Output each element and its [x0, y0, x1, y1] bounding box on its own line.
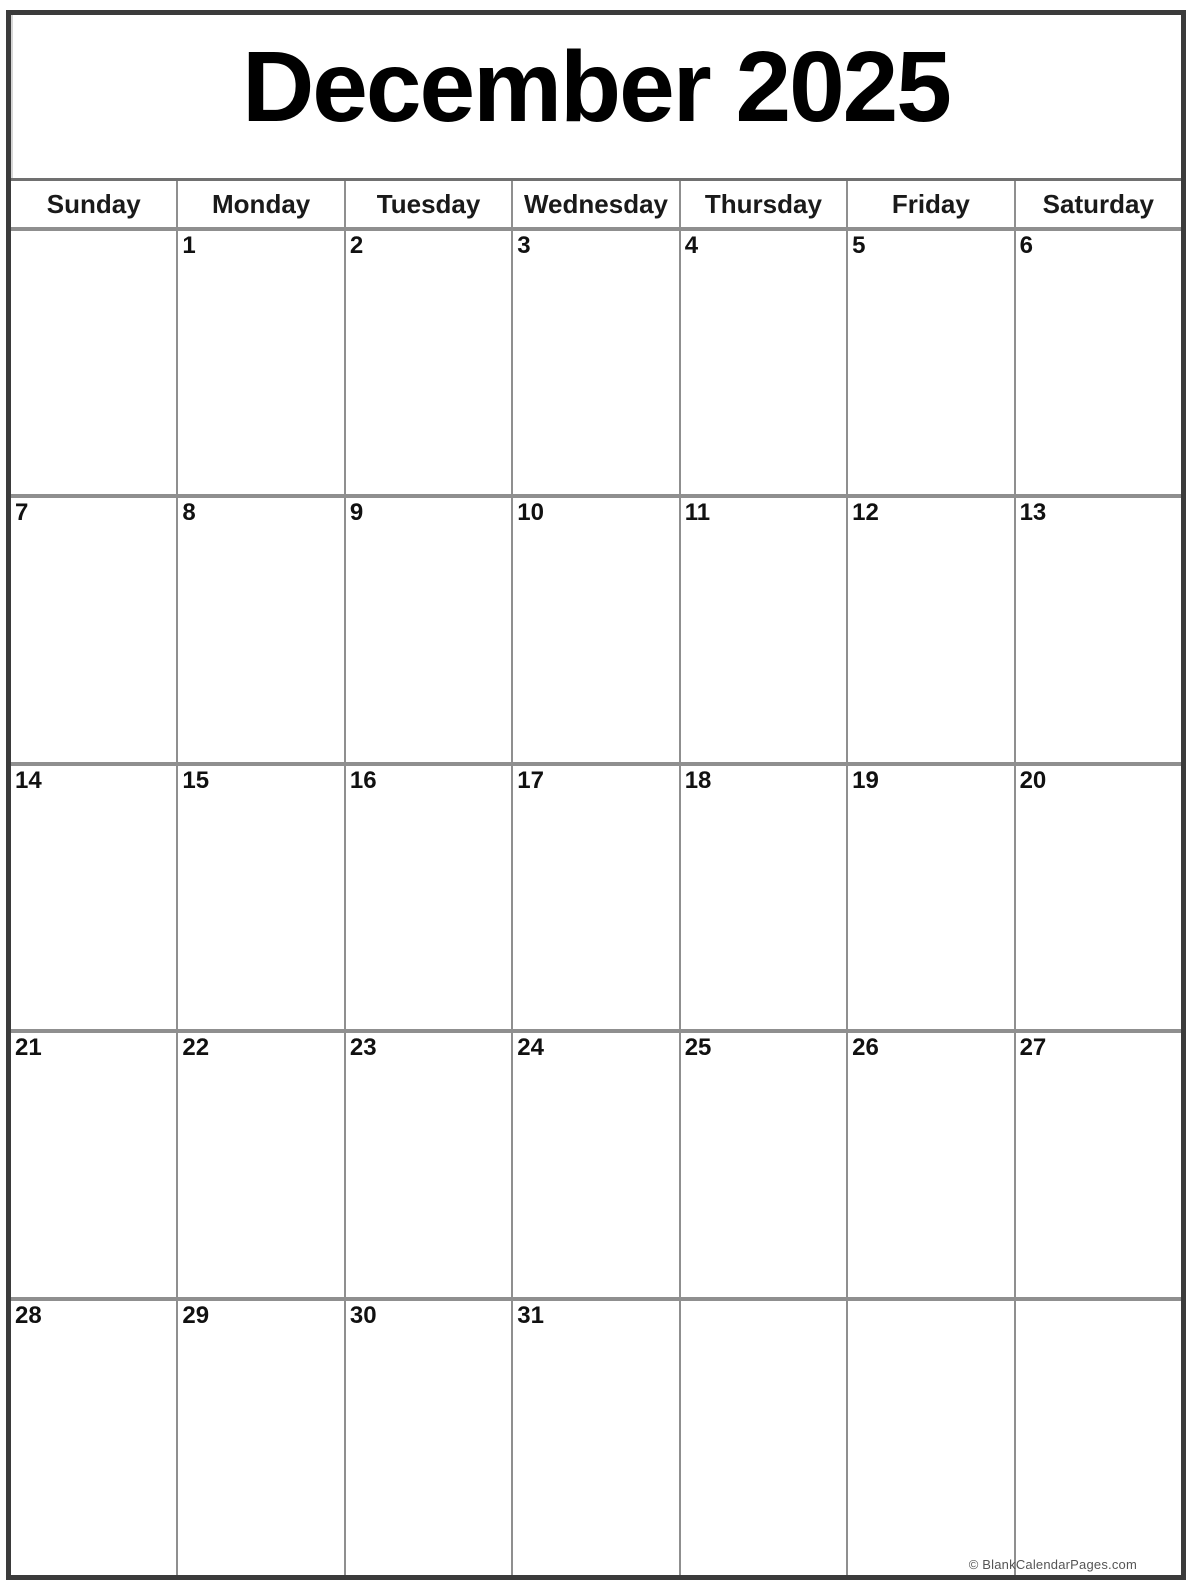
day-number: 6 — [1019, 232, 1033, 259]
day-number: 31 — [517, 1301, 544, 1329]
day-cell — [848, 1301, 1013, 1575]
day-cell — [1016, 231, 1181, 494]
day-cell — [681, 766, 846, 1030]
weekday-header-tuesday: Tuesday — [346, 181, 511, 227]
day-cell — [346, 1033, 511, 1296]
day-number: 26 — [852, 1034, 879, 1062]
day-number: 8 — [182, 499, 196, 527]
day-number: 20 — [1019, 766, 1047, 794]
day-cell — [178, 766, 343, 1030]
day-number: 10 — [517, 499, 544, 527]
day-number: 2 — [349, 232, 364, 259]
day-cell — [346, 231, 511, 494]
day-number: 24 — [517, 1034, 544, 1062]
day-cell — [848, 231, 1013, 494]
day-number: 12 — [852, 499, 879, 527]
day-cell — [848, 1033, 1013, 1296]
day-cell — [513, 231, 678, 494]
day-cell — [11, 1033, 176, 1296]
day-cell — [513, 1033, 678, 1296]
day-cell — [346, 766, 511, 1030]
day-number: 16 — [349, 766, 377, 794]
weekday-header-sunday: Sunday — [11, 181, 176, 227]
day-number: 19 — [852, 766, 879, 794]
day-cell — [178, 1301, 343, 1575]
day-cell — [178, 498, 343, 761]
day-number: 11 — [684, 499, 711, 527]
day-number: 25 — [684, 1034, 712, 1062]
weekday-header-saturday: Saturday — [1016, 181, 1181, 227]
day-cell — [1016, 1301, 1181, 1575]
day-number: 13 — [1019, 499, 1047, 527]
weekday-header-thursday: Thursday — [681, 181, 846, 227]
day-cell — [1016, 1033, 1181, 1296]
day-cell — [513, 766, 678, 1030]
day-number: 14 — [15, 766, 42, 794]
watermark-credit: © BlankCalendarPages.com — [968, 1557, 1137, 1572]
day-number: 28 — [15, 1301, 42, 1329]
day-number — [681, 1301, 846, 1302]
day-cell — [346, 1301, 511, 1575]
day-number — [1016, 1301, 1181, 1302]
day-cell — [11, 1301, 176, 1575]
day-cell — [681, 1301, 846, 1575]
day-number: 9 — [349, 499, 364, 527]
day-cell — [513, 1301, 678, 1575]
day-number: 5 — [852, 232, 866, 259]
day-number: 27 — [1019, 1034, 1047, 1062]
weekday-header-friday: Friday — [848, 181, 1013, 227]
day-cell — [178, 1033, 343, 1296]
day-number: 1 — [182, 232, 196, 259]
day-number: 7 — [15, 499, 29, 527]
calendar-page — [6, 10, 1186, 1580]
day-number — [11, 231, 176, 232]
day-cell — [681, 498, 846, 761]
weekday-header-monday: Monday — [178, 181, 343, 227]
calendar-grid — [11, 178, 1181, 1575]
day-cell — [681, 231, 846, 494]
day-number — [848, 1301, 1013, 1302]
weekday-header-wednesday: Wednesday — [513, 181, 678, 227]
day-number: 30 — [349, 1301, 377, 1329]
day-cell — [11, 231, 176, 494]
day-cell — [11, 766, 176, 1030]
day-cell — [1016, 766, 1181, 1030]
day-cell — [513, 498, 678, 761]
day-cell — [178, 231, 343, 494]
day-number: 22 — [182, 1034, 210, 1062]
day-cell — [681, 1033, 846, 1296]
day-number: 17 — [517, 766, 544, 794]
day-cell — [848, 498, 1013, 761]
day-number: 3 — [517, 232, 531, 259]
day-cell — [1016, 498, 1181, 761]
day-number: 23 — [349, 1034, 377, 1062]
day-cell — [11, 498, 176, 761]
day-cell — [848, 766, 1013, 1030]
day-number: 18 — [684, 766, 712, 794]
day-number: 15 — [182, 766, 210, 794]
calendar-title: December 2025 — [242, 31, 950, 143]
day-number: 29 — [182, 1301, 210, 1329]
day-number: 4 — [684, 232, 699, 259]
day-cell — [346, 498, 511, 761]
day-number: 21 — [15, 1034, 42, 1062]
